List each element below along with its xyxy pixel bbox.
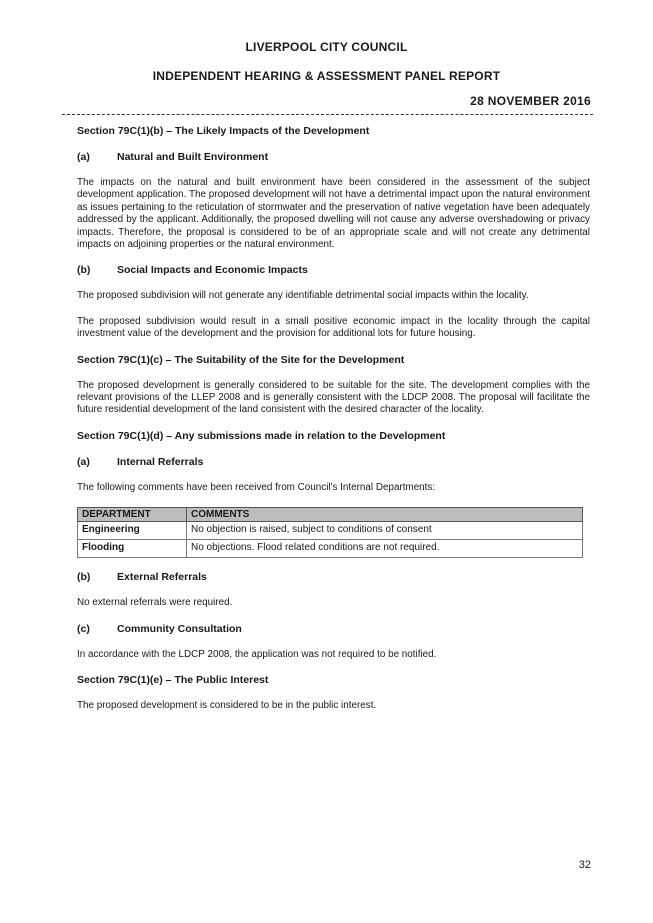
comment-cell: No objection is raised, subject to conditions of consent [187,522,583,540]
section-suitability-heading: Section 79C(1)(c) – The Suitability of the Site for the Development [77,353,405,366]
subsection-label: (c) [77,622,90,635]
paragraph: In accordance with the LDCP 2008, the application was not required to be notified. [77,648,437,660]
comment-cell: No objections. Flood related conditions are not required. [187,540,583,558]
paragraph: The impacts on the natural and built environment have been considered in the assessment of the subject development application. The proposed development will not have a detrimental impact upon the natural environment as issues pertaining to the reticulation of stormwater and the preservation of native vegetation have been adequately addressed by the applicant. Additionally, the proposed dwelling will not cause any adverse overshadowing or privacy impacts. Therefore, the proposal is considered to be of an appropriate scale and will not create any detrimental impacts on adjoining properties or the natural environment. [77,177,590,251]
section-submissions-heading: Section 79C(1)(d) – Any submissions made in relation to the Development [77,429,446,442]
table-header-row [78,508,583,522]
subsection-title: Natural and Built Environment [117,151,269,163]
report-title: INDEPENDENT HEARING & ASSESSMENT PANEL REPORT [152,69,501,83]
paragraph: The proposed subdivision will not generate any identifiable detrimental social impacts within the locality. [77,290,529,302]
subsection-heading [77,571,590,583]
department-cell: Flooding [78,540,187,558]
report-body [77,125,590,726]
subsection-heading [77,623,590,635]
subsection-heading [77,264,590,276]
subsection-title: Social Impacts and Economic Impacts [117,264,308,277]
subsection-label: (b) [77,264,91,277]
section-public-interest-heading: Section 79C(1)(e) – The Public Interest [77,674,269,687]
subsection-heading [77,456,590,468]
subsection-label: (b) [77,571,91,584]
paragraph: The proposed subdivision would result in a small positive economic impact in the locality through the capital investment value of the development and the provision for additional lots for future housing. [77,315,590,340]
column-header-comments: COMMENTS [187,508,583,522]
subsection-title: Internal Referrals [117,455,204,468]
subsection-label: (a) [77,455,90,468]
subsection-heading [77,151,590,163]
council-name: LIVERPOOL CITY COUNCIL [245,40,408,54]
section-likely-impacts-heading: Section 79C(1)(b) – The Likely Impacts of the Development [77,125,370,137]
paragraph: No external referrals were required. [77,597,233,609]
department-cell: Engineering [78,522,187,540]
subsection-label: (a) [77,151,90,163]
table-row [78,540,583,558]
page-number: 32 [578,859,591,871]
paragraph: The proposed development is considered to be in the public interest. [77,700,377,712]
subsection-title: External Referrals [117,571,207,584]
table-row [78,522,583,540]
header-divider [62,114,593,115]
paragraph: The proposed development is generally considered to be suitable for the site. The development complies with the relevant provisions of the LLEP 2008 and is generally consistent with the LDCP 2008. The proposal will facilitate the future residential development of the land consistent with the desired character of the locality. [77,379,590,416]
referrals-table [77,507,583,558]
subsection-title: Community Consultation [117,622,242,635]
paragraph: The following comments have been received from Council's Internal Departments: [77,481,436,493]
report-date: 28 NOVEMBER 2016 [470,94,591,108]
column-header-department: DEPARTMENT [78,508,187,522]
